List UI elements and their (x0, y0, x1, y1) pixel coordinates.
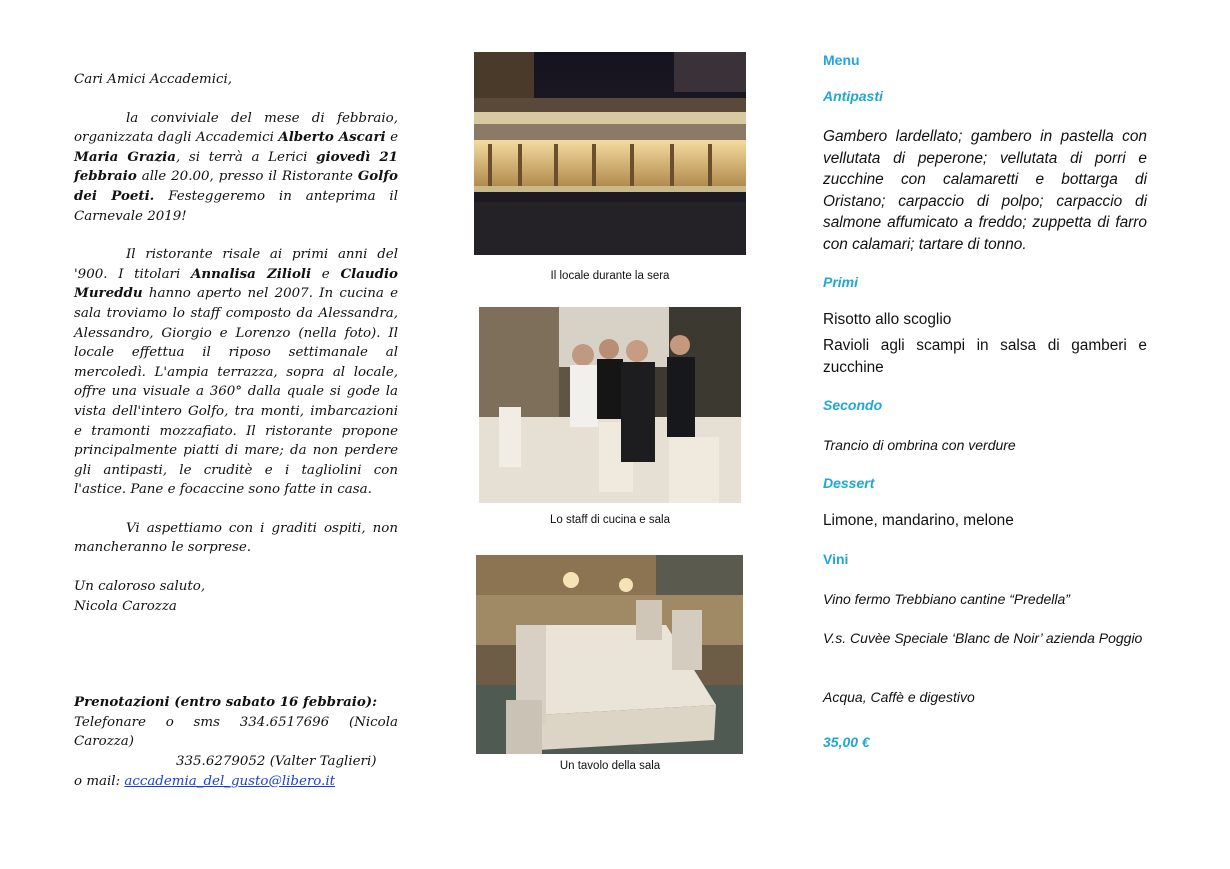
text: Il ristorante risale ai primi anni del '900. I titolari (74, 247, 398, 282)
antipasti-text: Gambero lardellato; gambero in pastella con vellutata di peperone; vellutata di porri e zucchine con calamaretti e bottarga di Oristano; carpaccio di polpo; carpaccio di salmone affumicato a freddo; zuppetta di farro con calamari; tartare di tonno. (823, 128, 1147, 253)
menu-price: 35,00 € (823, 734, 870, 750)
letter-paragraph-restaurant (74, 245, 398, 500)
dessert-text: Limone, mandarino, melone (823, 512, 1014, 529)
text: Festeggeremo in anteprima il Carnevale 2019! (74, 188, 398, 224)
secondo-text: Trancio di ombrina con verdure (823, 437, 1016, 453)
vini-item-2: V.s. Cuvèe Speciale ‘Blanc de Noir’ azienda Poggio (823, 630, 1143, 646)
booking-phone-1: Telefonare o sms 334.6517696 (Nicola Carozza) (74, 714, 398, 750)
owner-name: Claudio Mureddu (74, 265, 398, 302)
menu-title: Menu (823, 52, 860, 68)
table-image (476, 555, 743, 754)
restaurant-name: Golfo dei Poeti. (74, 168, 398, 204)
organizer-name: Maria Grazia (74, 148, 176, 165)
booking-title (74, 693, 398, 713)
primi-item-1: Risotto allo scoglio (823, 311, 952, 328)
email-link[interactable]: accademia_del_gusto@libero.it (124, 773, 336, 789)
vini-item-3: Acqua, Caffè e digestivo (823, 689, 975, 705)
primi-item-2: Ravioli agli scampi in salsa di gamberi e zucchine (823, 337, 1147, 376)
booking-phone-2: 335.6279052 (Valter Taglieri) (176, 754, 377, 770)
closing: Un caloroso saluto, (74, 579, 206, 595)
text: e (385, 130, 398, 146)
dessert-title: Dessert (823, 475, 875, 491)
antipasti-title: Antipasti (823, 88, 883, 104)
vini-item-1: Vino fermo Trebbiano cantine “Predella” (823, 591, 1070, 607)
text: hanno aperto nel 2007. In cucina e sala troviamo lo staff composto da Alessandra, Alessandro, Giorgio e Lorenzo (nella foto). Il locale effettua il riposo settimanale al mercoledì. L'ampia terrazza, sopra al locale, offre una visuale a 360° dalla quale si gode la vista dell'intero Golfo, tra monti, imbarcazioni e tramonti mozzafiato. Il ristorante propone principalmente piatti di mare; da non perdere gli antipasti, le cruditè e i tagliolini con l'astice. Pane e focaccine sono fatte in casa. (74, 286, 398, 498)
mail-label: o mail: (74, 773, 125, 789)
text: la conviviale del mese di febbraio, organizzata dagli Accademici (74, 110, 398, 146)
photo-restaurant-evening (474, 52, 746, 255)
photo-table (476, 555, 743, 754)
photo-caption-evening: Il locale durante la sera (550, 270, 670, 282)
vini-title: Vini (823, 551, 849, 567)
primi-title: Primi (823, 274, 859, 290)
text: e (311, 266, 341, 282)
booking-title-text: Prenotazioni (entro sabato 16 febbraio): (74, 694, 378, 711)
text: , si terrà a Lerici (175, 149, 317, 165)
owner-name: Annalisa Zilioli (190, 265, 312, 282)
text: alle 20.00, presso il Ristorante (136, 169, 358, 185)
booking-mail (74, 772, 398, 792)
organizer-name: Alberto Ascari (278, 129, 386, 146)
photo-caption-staff: Lo staff di cucina e sala (550, 514, 670, 526)
letter-paragraph-event (74, 109, 398, 227)
invitation-letter (74, 70, 398, 791)
secondo-title: Secondo (823, 397, 883, 413)
event-date: giovedì 21 febbraio (74, 148, 398, 185)
restaurant-evening-image (474, 52, 746, 255)
letter-paragraph-welcome: Vi aspettiamo con i graditi ospiti, non mancheranno le sorprese. (74, 520, 398, 556)
greeting: Cari Amici Accademici, (74, 72, 233, 87)
photo-caption-table: Un tavolo della sala (559, 760, 661, 772)
signature: Nicola Carozza (74, 598, 177, 614)
photo-staff (479, 307, 741, 503)
staff-image (479, 307, 741, 503)
